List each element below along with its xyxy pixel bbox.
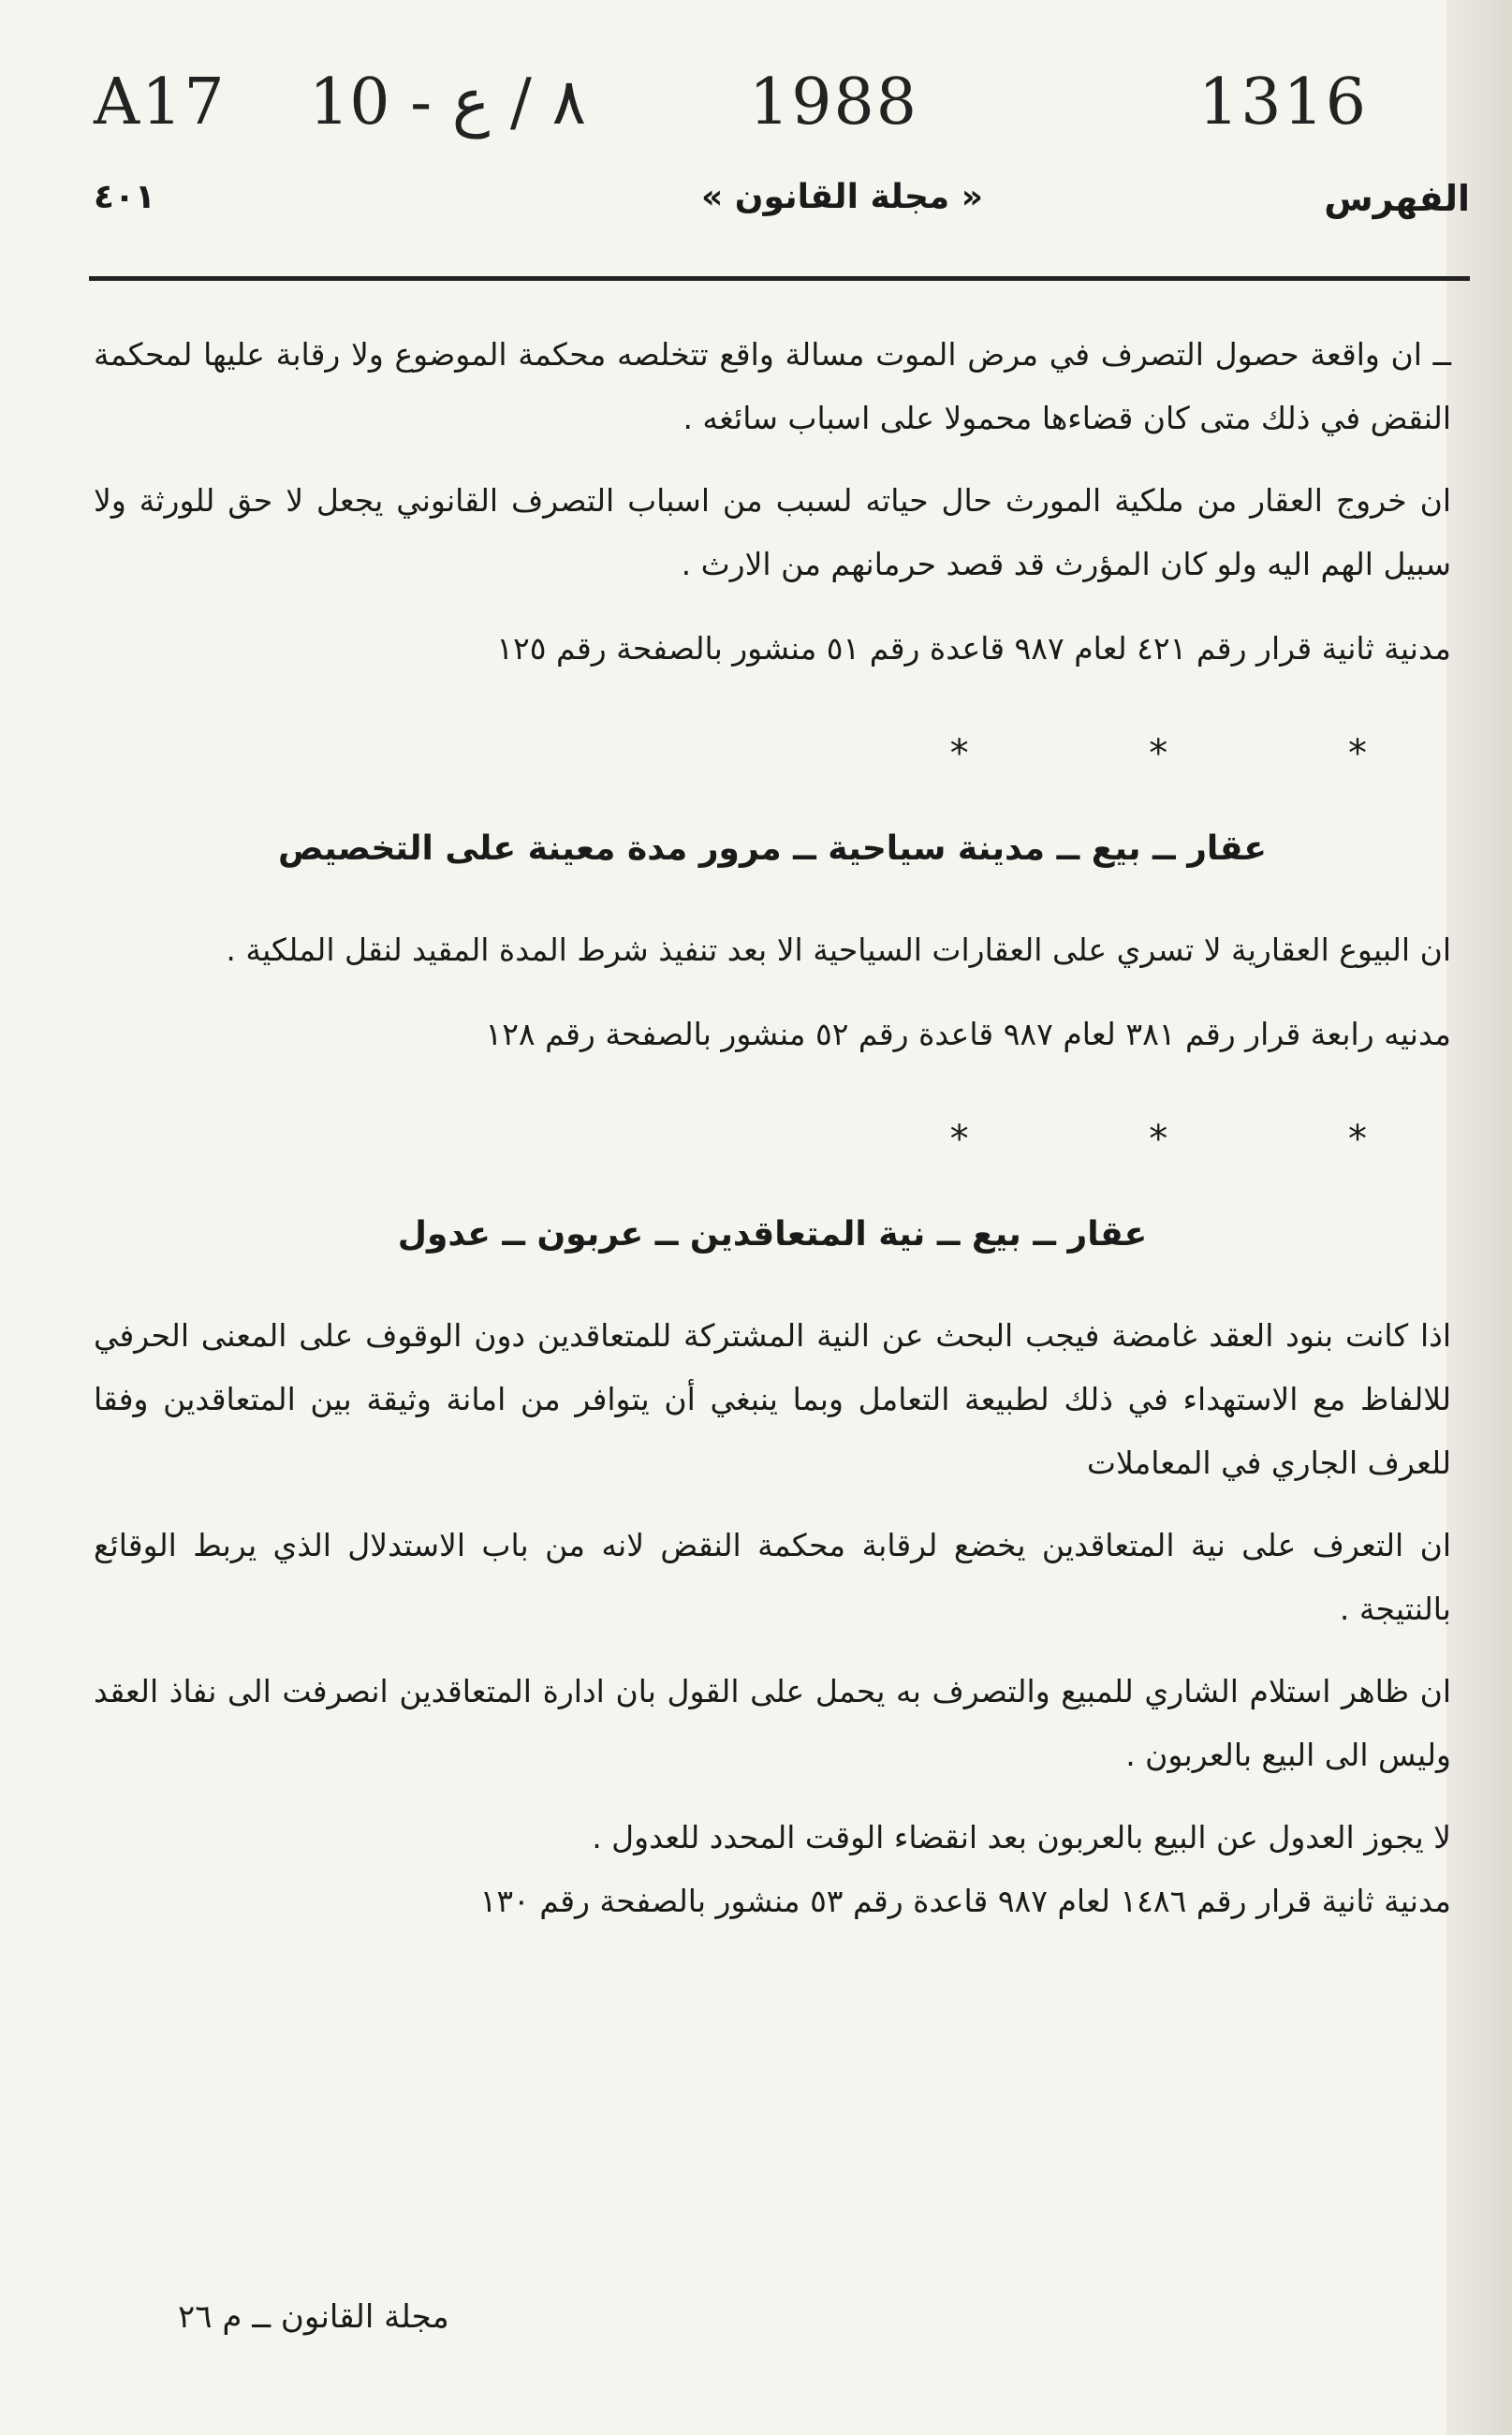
paragraph-entry3-2: ان التعرف على نية المتعاقدين يخضع لرقابة محكمة النقض لانه من باب الاستدلال الذي يربط الوقائع بالنتيجة . — [94, 1527, 1451, 1627]
handwritten-date: 10 - ٨ / ع — [309, 66, 586, 139]
paragraph-entry3-3: ان ظاهر استلام الشاري للمبيع والتصرف به يحمل على القول بان ادارة المتعاقدين انصرفت الى نفاذ العقد وليس الى البيع بالعربون . — [94, 1673, 1451, 1773]
citation-entry-3: مدنية ثانية قرار رقم ١٤٨٦ لعام ٩٨٧ قاعدة رقم ٥٣ منشور بالصفحة رقم ١٣٠ — [479, 1883, 1451, 1919]
heading-entry-2: عقار ــ بيع ــ مدينة سياحية ــ مرور مدة معينة على التخصيص — [278, 829, 1267, 868]
paragraph-entry2-1: ان البيوع العقارية لا تسري على العقارات السياحية الا بعد تنفيذ شرط المدة المقيد لنقل الملكية . — [226, 931, 1451, 968]
paragraph-entry3-1: اذا كانت بنود العقد غامضة فيجب البحث عن النية المشتركة للمتعاقدين دون الوقوف على المعنى الحرفي للالفاظ مع الاستهداء في ذلك لطبيعة التعامل وبما ينبغي أن يتوافر من امانة وثيقة بين المتعاقدين وفقا للعرف الجاري في المعاملات — [94, 1317, 1451, 1481]
page-number: ٤٠١ — [94, 178, 155, 216]
handwritten-number: 1316 — [1198, 66, 1369, 139]
paragraph-intro-2: ان خروج العقار من ملكية المورث حال حياته لسبب من اسباب التصرف القانوني يجعل لا حق للورثة ولا سبيل الهم اليه ولو كان المؤرث قد قصد حرمانهم من الارث . — [94, 482, 1451, 582]
page-footer: مجلة القانون ــ م ٢٦ — [178, 2298, 449, 2336]
handwritten-year: 1988 — [749, 66, 919, 139]
heading-entry-3: عقار ــ بيع ــ نية المتعاقدين ــ عربون ــ عدول — [397, 1215, 1148, 1254]
header-rule — [89, 276, 1470, 281]
paragraph-entry3-4: لا يجوز العدول عن البيع بالعربون بعد انقضاء الوقت المحدد للعدول . — [592, 1819, 1451, 1856]
page-edge — [1446, 0, 1512, 2435]
citation-intro: مدنية ثانية قرار رقم ٤٢١ لعام ٩٨٧ قاعدة رقم ٥١ منشور بالصفحة رقم ١٢٥ — [496, 630, 1451, 667]
journal-title: « مجلة القانون » — [701, 178, 983, 216]
paragraph-intro-1: ــ ان واقعة حصول التصرف في مرض الموت مسالة واقع تتخلصه محكمة الموضوع ولا رقابة عليها لمحكمة النقض في ذلك متى كان قضاءها محمولا على اسباب سائغه . — [94, 336, 1451, 436]
handwritten-reference: A17 — [94, 66, 227, 139]
separator-2: * * * — [949, 1118, 1451, 1161]
section-title: الفهرس — [1324, 178, 1470, 219]
page-body — [94, 323, 1451, 1933]
separator-1: * * * — [949, 732, 1451, 775]
citation-entry-2: مدنيه رابعة قرار رقم ٣٨١ لعام ٩٨٧ قاعدة رقم ٥٢ منشور بالصفحة رقم ١٢٨ — [485, 1016, 1451, 1052]
running-head — [94, 178, 1470, 234]
